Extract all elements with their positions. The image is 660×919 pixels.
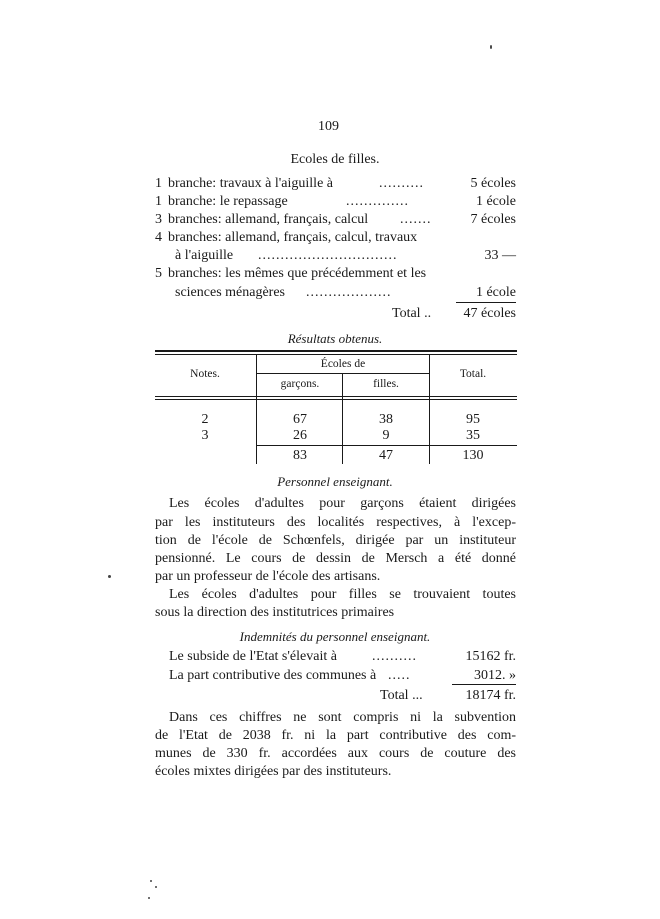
list-item-number: 1 [155, 176, 162, 191]
list-item-value: 1 école [475, 194, 516, 209]
list-item-text: Le subside de l'Etat s'élevait à [169, 649, 337, 664]
header-bottom-rule [155, 399, 517, 400]
total-label: Total .. [392, 306, 432, 321]
text-line: tion de l'école de Schœnfels, dirigée par un instituteur [155, 533, 516, 548]
list-item-text: La part contributive des communes à [169, 668, 377, 683]
text-line: sous la direction des institutrices primaires [155, 605, 395, 620]
table-sum-filles: 47 [379, 448, 393, 463]
list-item-value: 3012. » [474, 668, 516, 683]
text-line: Les écoles d'adultes pour garçons étaient dirigées [169, 496, 516, 511]
header-bottom-rule [155, 396, 517, 397]
list-item-text: branche: travaux à l'aiguille à [168, 176, 333, 191]
leader-dots: ............................... [258, 248, 398, 263]
list-item-value: 5 écoles [470, 176, 516, 191]
sum-rule [456, 302, 516, 303]
text-line: écoles mixtes dirigées par des instituteurs. [155, 764, 392, 779]
text-line: par un professeur de l'école des artisans. [155, 569, 381, 584]
table-sum-garcons: 83 [293, 448, 307, 463]
list-item-value: 33 — [484, 248, 516, 263]
list-item-text: branches: allemand, français, calcul, travaux [168, 230, 418, 245]
personnel-title: Personnel enseignant. [277, 474, 393, 489]
list-item-number: 4 [155, 230, 162, 245]
sum-rule [452, 684, 516, 685]
table-cell-filles: 9 [382, 428, 390, 443]
leader-dots: .............. [346, 194, 409, 209]
list-item-value: 1 école [475, 285, 516, 300]
list-item-value: 7 écoles [470, 212, 516, 227]
column-rule [256, 355, 257, 464]
text-line: par les instituteurs des localités respectives, à l'excep- [155, 515, 516, 530]
header-filles: filles. [373, 378, 399, 390]
table-cell-total: 95 [466, 412, 480, 427]
table-cell-garcons: 26 [293, 428, 307, 443]
header-notes: Notes. [190, 368, 220, 380]
table-cell-filles: 38 [379, 412, 393, 427]
list-item-text: branche: le repassage [168, 194, 288, 209]
total-label: Total ... [380, 688, 423, 703]
table-cell-garcons: 67 [293, 412, 307, 427]
scan-speck [490, 45, 492, 49]
table-cell-note: 3 [201, 428, 209, 443]
scan-speck [155, 886, 157, 888]
subheader-rule [256, 373, 429, 374]
header-total: Total. [459, 368, 487, 380]
leader-dots: .......... [372, 649, 417, 664]
list-item-value: 15162 fr. [465, 649, 516, 664]
scan-speck [148, 897, 150, 899]
table-top-rule [155, 354, 517, 355]
leader-dots: .......... [379, 176, 424, 191]
list-item-number: 5 [155, 266, 162, 281]
list-item-number: 3 [155, 212, 162, 227]
text-line: Dans ces chiffres ne sont compris ni la subvention [169, 710, 516, 725]
list-item-text: branches: les mêmes que précédemment et les [168, 266, 427, 281]
list-item-text: branches: allemand, français, calcul [168, 212, 369, 227]
header-ecoles-de: Écoles de [320, 358, 366, 370]
indemnites-title: Indemnités du personnel enseignant. [239, 629, 431, 644]
table-cell-note: 2 [201, 412, 209, 427]
scan-speck [108, 575, 111, 578]
header-garcons: garçons. [280, 378, 320, 390]
table-top-rule [155, 350, 517, 352]
text-line: Les écoles d'adultes pour filles se trouvaient toutes [169, 587, 516, 602]
total-value: 18174 fr. [465, 688, 516, 703]
leader-dots: ................... [306, 285, 392, 300]
page-number: 109 [318, 119, 339, 134]
list-item-text: à l'aiguille [175, 248, 234, 263]
table-cell-total: 35 [466, 428, 480, 443]
table-sum-total: 130 [462, 448, 484, 463]
text-line: munes de 330 fr. accordées aux cours de couture des [155, 746, 516, 761]
total-value: 47 écoles [463, 306, 516, 321]
scan-speck [150, 880, 152, 882]
leader-dots: ..... [388, 668, 411, 683]
section-heading-filles: Ecoles de filles. [290, 152, 380, 167]
resultats-title: Résultats obtenus. [287, 331, 383, 346]
text-line: de l'Etat de 2038 fr. ni la part contributive des com- [155, 728, 516, 743]
list-item-text: sciences ménagères [175, 285, 285, 300]
text-line: pensionné. Le cours de dessin de Mersch a été donné [155, 551, 516, 566]
list-item-number: 1 [155, 194, 162, 209]
leader-dots: ....... [400, 212, 432, 227]
sum-rule [256, 445, 517, 446]
